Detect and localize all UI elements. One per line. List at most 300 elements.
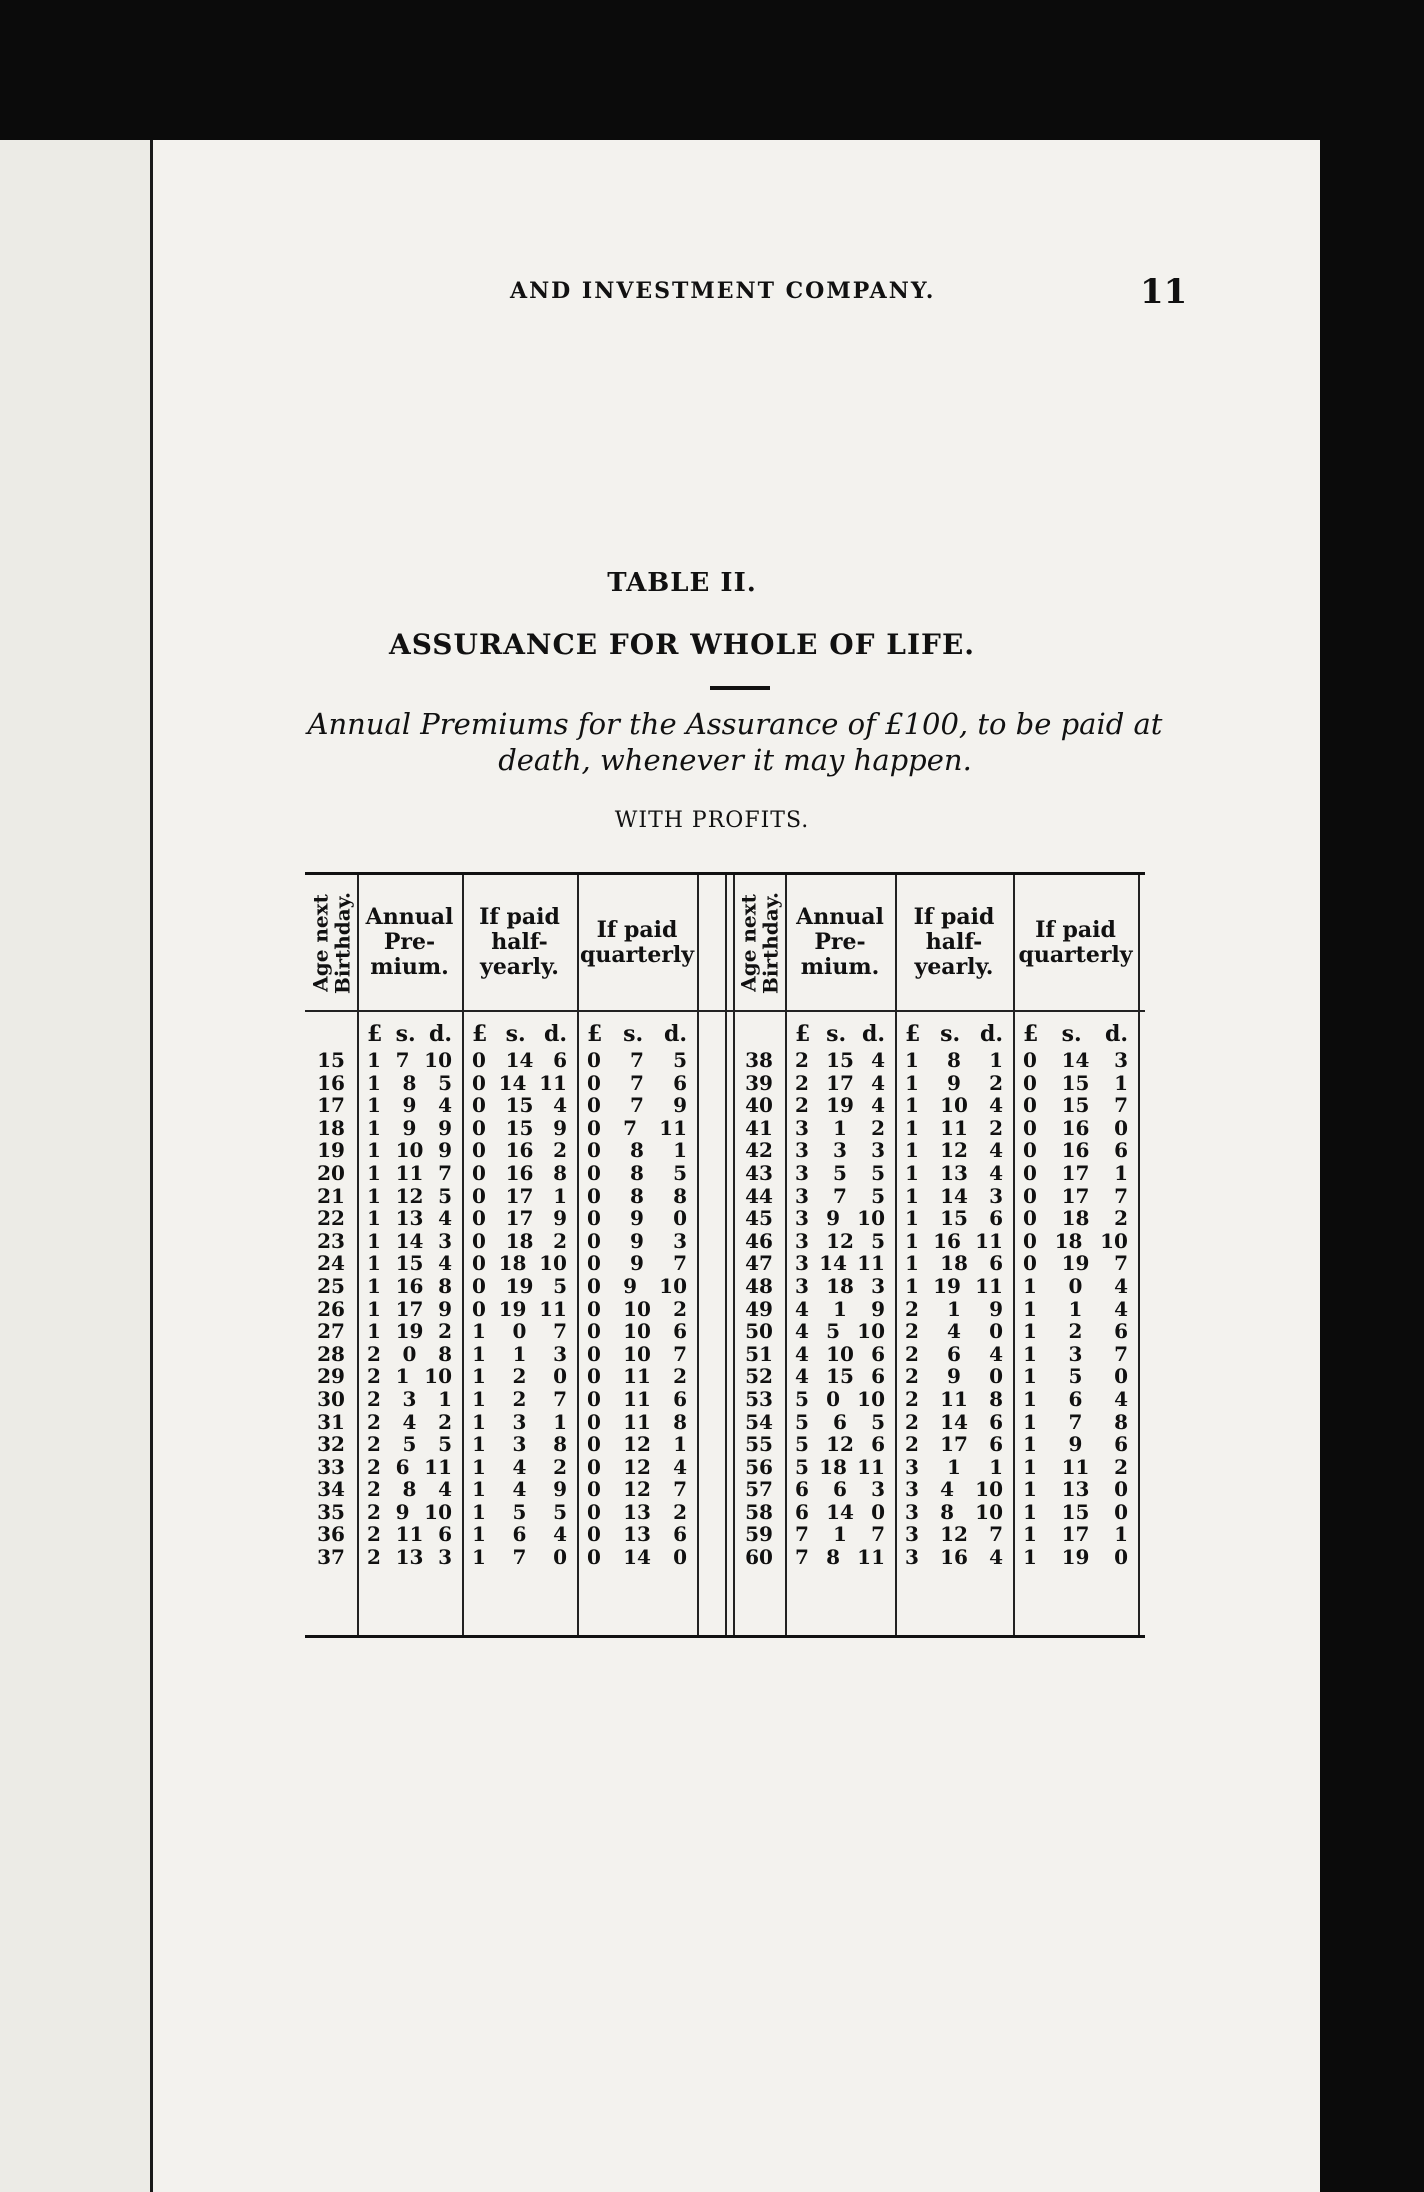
amount-part: 0 — [587, 1409, 601, 1434]
amount-part: 6 — [795, 1477, 809, 1502]
amount-part: 3 — [512, 1409, 527, 1434]
amount-cell — [1023, 1365, 1128, 1388]
amount-cell — [472, 1365, 567, 1388]
header-quarter — [1013, 875, 1138, 1010]
amount-part: 5 — [795, 1386, 809, 1411]
age-cell: 18 — [317, 1115, 345, 1140]
amount-cell — [905, 1411, 1003, 1434]
table-row — [305, 1162, 1145, 1185]
amount-part: 3 — [871, 1273, 885, 1298]
amount-part: 0 — [1023, 1048, 1037, 1072]
amount-part: 3 — [438, 1228, 452, 1253]
header-line: If paid — [913, 904, 995, 930]
units-label — [1023, 1021, 1128, 1047]
amount-part: 12 — [395, 1183, 424, 1208]
age-cell: 42 — [745, 1138, 773, 1163]
unit-0: £ — [795, 1021, 811, 1047]
amount-part: 5 — [553, 1499, 567, 1524]
amount-cell — [472, 1207, 567, 1230]
amount-part: 2 — [795, 1070, 809, 1095]
amount-part: 2 — [367, 1499, 381, 1524]
amount-part: 1 — [905, 1160, 919, 1185]
age-cell: 48 — [745, 1273, 773, 1298]
amount-part: 1 — [1023, 1545, 1037, 1570]
amount-part: 10 — [424, 1499, 452, 1524]
amount-cell — [1023, 1546, 1128, 1569]
amount-part: 0 — [587, 1319, 601, 1344]
amount-part: 0 — [673, 1206, 687, 1231]
heading-rule — [710, 686, 770, 690]
amount-part: 5 — [795, 1432, 809, 1457]
amount-part: 14 — [505, 1048, 534, 1072]
amount-part: 7 — [553, 1386, 567, 1411]
amount-part: 0 — [587, 1454, 601, 1479]
amount-part: 0 — [587, 1160, 601, 1185]
amount-part: 2 — [438, 1409, 452, 1434]
amount-part: 4 — [553, 1093, 567, 1118]
amount-part: 9 — [623, 1273, 637, 1298]
amount-part: 7 — [795, 1545, 809, 1570]
amount-part: 9 — [438, 1115, 452, 1140]
amount-part: 1 — [472, 1545, 486, 1570]
amount-part: 0 — [587, 1386, 601, 1411]
amount-part: 0 — [587, 1545, 601, 1570]
amount-part: 1 — [1023, 1409, 1037, 1434]
amount-cell — [795, 1117, 885, 1140]
age-cell: 33 — [317, 1454, 345, 1479]
amount-part: 17 — [395, 1296, 424, 1321]
amount-part: 1 — [1023, 1296, 1037, 1321]
amount-cell — [1023, 1523, 1128, 1546]
amount-cell — [472, 1117, 567, 1140]
header-annual — [357, 875, 462, 1010]
amount-part: 4 — [438, 1093, 452, 1118]
amount-part: 19 — [1061, 1251, 1090, 1276]
amount-part: 19 — [1061, 1545, 1090, 1570]
amount-part: 1 — [553, 1409, 567, 1434]
age-cell: 51 — [745, 1341, 773, 1366]
table-row — [305, 1230, 1145, 1253]
amount-part: 2 — [871, 1115, 885, 1140]
header-line: Age next — [308, 893, 332, 992]
amount-part: 1 — [1023, 1432, 1037, 1457]
table-row — [305, 1185, 1145, 1208]
amount-part: 0 — [472, 1093, 486, 1118]
amount-part: 4 — [1114, 1386, 1128, 1411]
amount-part: 7 — [512, 1545, 527, 1570]
age-cell: 37 — [317, 1545, 345, 1570]
amount-part: 10 — [857, 1319, 885, 1344]
amount-part: 5 — [673, 1160, 687, 1185]
amount-part: 2 — [673, 1296, 687, 1321]
header-line: half- — [491, 929, 548, 955]
amount-part: 1 — [367, 1251, 381, 1276]
amount-part: 1 — [472, 1432, 486, 1457]
amount-part: 1 — [1023, 1477, 1037, 1502]
amount-part: 7 — [1114, 1251, 1128, 1276]
unit-2: d. — [861, 1021, 885, 1047]
amount-cell — [472, 1546, 567, 1569]
amount-part: 7 — [989, 1522, 1003, 1547]
amount-part: 4 — [438, 1251, 452, 1276]
amount-part: 12 — [940, 1522, 968, 1547]
amount-part: 0 — [587, 1364, 601, 1389]
amount-cell — [1023, 1117, 1128, 1140]
amount-cell — [587, 1139, 687, 1162]
amount-part: 5 — [438, 1070, 452, 1095]
amount-cell — [795, 1252, 885, 1275]
amount-part: 1 — [1023, 1499, 1037, 1524]
amount-cell — [367, 1252, 452, 1275]
amount-part: 2 — [367, 1454, 381, 1479]
amount-cell — [587, 1523, 687, 1546]
amount-cell — [795, 1094, 885, 1117]
amount-part: 1 — [905, 1251, 919, 1276]
amount-cell — [795, 1478, 885, 1501]
header-line: quarterly — [579, 941, 695, 968]
amount-part: 12 — [826, 1432, 854, 1457]
amount-part: 9 — [630, 1251, 644, 1276]
header-age-text — [309, 891, 353, 993]
unit-1: s. — [395, 1021, 416, 1047]
amount-part: 3 — [1114, 1048, 1128, 1072]
amount-part: 9 — [402, 1115, 417, 1140]
amount-cell — [587, 1411, 687, 1434]
amount-cell — [795, 1207, 885, 1230]
amount-cell — [1023, 1478, 1128, 1501]
amount-part: 15 — [1061, 1070, 1090, 1095]
amount-cell — [905, 1365, 1003, 1388]
amount-part: 14 — [498, 1070, 527, 1095]
amount-part: 2 — [553, 1138, 567, 1163]
amount-cell — [795, 1072, 885, 1095]
amount-cell — [795, 1433, 885, 1456]
amount-part: 0 — [587, 1477, 601, 1502]
running-head: AND INVESTMENT COMPANY. — [510, 278, 936, 304]
amount-part: 4 — [795, 1319, 809, 1344]
amount-cell — [905, 1185, 1003, 1208]
amount-part: 4 — [989, 1093, 1003, 1118]
amount-part: 17 — [940, 1432, 968, 1457]
header-half — [462, 875, 577, 1010]
amount-part: 11 — [857, 1454, 885, 1479]
header-line: If paid — [479, 904, 560, 930]
amount-part: 4 — [871, 1093, 885, 1118]
header-line: Annual — [365, 904, 454, 930]
header-half-text — [479, 905, 560, 980]
header-line: yearly. — [480, 954, 559, 980]
amount-part: 14 — [940, 1409, 968, 1434]
units-label — [472, 1021, 567, 1047]
age-cell: 55 — [745, 1432, 773, 1457]
amount-part: 4 — [989, 1160, 1003, 1185]
amount-part: 0 — [826, 1386, 840, 1411]
amount-cell — [1023, 1320, 1128, 1343]
amount-part: 5 — [826, 1319, 840, 1344]
amount-part: 7 — [673, 1251, 687, 1276]
amount-part: 1 — [833, 1115, 847, 1140]
amount-part: 0 — [587, 1228, 601, 1253]
table-row — [305, 1343, 1145, 1366]
amount-part: 1 — [367, 1319, 381, 1344]
age-cell: 49 — [745, 1296, 773, 1321]
amount-part: 0 — [472, 1273, 486, 1298]
amount-part: 1 — [367, 1093, 381, 1118]
amount-part: 8 — [673, 1409, 687, 1434]
amount-part: 4 — [438, 1477, 452, 1502]
amount-part: 10 — [539, 1251, 567, 1276]
amount-part: 10 — [826, 1341, 854, 1366]
amount-part: 1 — [905, 1183, 919, 1208]
header-line: Annual — [796, 904, 884, 930]
amount-cell — [905, 1072, 1003, 1095]
amount-part: 17 — [505, 1206, 534, 1231]
amount-cell — [795, 1139, 885, 1162]
amount-part: 3 — [871, 1477, 885, 1502]
amount-part: 3 — [795, 1206, 809, 1231]
amount-cell — [795, 1185, 885, 1208]
amount-part: 18 — [505, 1228, 534, 1253]
amount-part: 8 — [630, 1138, 644, 1163]
amount-part: 9 — [395, 1499, 410, 1524]
amount-part: 0 — [472, 1138, 486, 1163]
amount-cell — [367, 1411, 452, 1434]
amount-part: 2 — [367, 1386, 381, 1411]
amount-part: 6 — [871, 1364, 885, 1389]
amount-part: 5 — [1068, 1364, 1083, 1389]
amount-part: 8 — [630, 1183, 644, 1208]
amount-cell — [587, 1365, 687, 1388]
amount-part: 6 — [553, 1048, 567, 1072]
amount-part: 9 — [553, 1206, 567, 1231]
amount-part: 0 — [1023, 1070, 1037, 1095]
age-cell: 41 — [745, 1115, 773, 1140]
age-cell: 58 — [745, 1499, 773, 1524]
age-cell: 26 — [317, 1296, 345, 1321]
amount-part: 12 — [940, 1138, 968, 1163]
amount-part: 11 — [940, 1386, 968, 1411]
amount-part: 1 — [1023, 1364, 1037, 1389]
amount-cell — [367, 1049, 452, 1072]
amount-cell — [367, 1207, 452, 1230]
amount-part: 0 — [472, 1183, 486, 1208]
amount-part: 8 — [553, 1432, 567, 1457]
amount-cell — [795, 1501, 885, 1524]
amount-cell — [905, 1343, 1003, 1366]
amount-part: 0 — [1023, 1183, 1037, 1208]
age-cell: 31 — [317, 1409, 345, 1434]
unit-2: d. — [543, 1021, 567, 1047]
amount-part: 5 — [795, 1409, 809, 1434]
amount-cell — [905, 1139, 1003, 1162]
amount-part: 4 — [402, 1409, 417, 1434]
amount-part: 0 — [587, 1183, 601, 1208]
header-half-text — [914, 905, 995, 980]
amount-part: 2 — [905, 1409, 919, 1434]
header-annual-text — [366, 905, 454, 980]
amount-part: 12 — [826, 1228, 854, 1253]
amount-part: 9 — [826, 1206, 840, 1231]
premium-table — [305, 872, 1145, 1638]
amount-part: 1 — [905, 1093, 919, 1118]
amount-part: 17 — [1061, 1522, 1090, 1547]
amount-cell — [1023, 1252, 1128, 1275]
amount-cell — [587, 1230, 687, 1253]
header-annual-text — [796, 905, 884, 980]
header-line: If paid — [596, 916, 678, 943]
amount-part: 6 — [989, 1251, 1003, 1276]
amount-part: 10 — [940, 1093, 968, 1118]
header-line: quarterly — [1018, 941, 1133, 968]
amount-part: 1 — [395, 1364, 410, 1389]
amount-part: 3 — [905, 1545, 919, 1570]
amount-part: 10 — [975, 1477, 1003, 1502]
amount-cell — [472, 1162, 567, 1185]
amount-part: 1 — [1023, 1273, 1037, 1298]
age-cell: 59 — [745, 1522, 773, 1547]
amount-part: 19 — [395, 1319, 424, 1344]
table-row — [305, 1117, 1145, 1140]
amount-cell — [587, 1456, 687, 1479]
age-cell: 40 — [745, 1093, 773, 1118]
amount-part: 0 — [989, 1319, 1003, 1344]
amount-part: 0 — [1114, 1115, 1128, 1140]
amount-part: 3 — [905, 1499, 919, 1524]
amount-part: 1 — [833, 1296, 847, 1321]
amount-cell — [905, 1320, 1003, 1343]
amount-cell — [472, 1433, 567, 1456]
amount-cell — [472, 1252, 567, 1275]
amount-part: 1 — [367, 1160, 381, 1185]
amount-part: 1 — [472, 1522, 486, 1547]
amount-part: 2 — [905, 1341, 919, 1366]
unit-0: £ — [472, 1021, 488, 1047]
amount-part: 1 — [905, 1048, 919, 1072]
amount-part: 15 — [940, 1206, 968, 1231]
amount-part: 3 — [795, 1273, 809, 1298]
amount-part: 18 — [826, 1273, 854, 1298]
amount-part: 16 — [395, 1273, 424, 1298]
amount-part: 0 — [587, 1341, 601, 1366]
amount-part: 2 — [1068, 1319, 1083, 1344]
amount-cell — [587, 1049, 687, 1072]
amount-part: 2 — [905, 1319, 919, 1344]
amount-part: 5 — [795, 1454, 809, 1479]
amount-part: 1 — [1023, 1341, 1037, 1366]
amount-cell — [905, 1298, 1003, 1321]
amount-part: 13 — [623, 1499, 651, 1524]
amount-cell — [1023, 1094, 1128, 1117]
unit-2: d. — [979, 1021, 1003, 1047]
amount-part: 1 — [989, 1454, 1003, 1479]
amount-cell — [367, 1298, 452, 1321]
amount-part: 8 — [673, 1183, 687, 1208]
amount-part: 0 — [1023, 1251, 1037, 1276]
amount-cell — [795, 1456, 885, 1479]
amount-part: 1 — [947, 1454, 961, 1479]
amount-part: 3 — [795, 1251, 809, 1276]
amount-cell — [905, 1523, 1003, 1546]
amount-part: 0 — [472, 1228, 486, 1253]
amount-part: 11 — [1061, 1454, 1090, 1479]
amount-cell — [367, 1094, 452, 1117]
amount-cell — [367, 1320, 452, 1343]
amount-part: 2 — [1114, 1454, 1128, 1479]
header-line: half- — [925, 929, 983, 955]
units-label — [795, 1021, 885, 1047]
amount-cell — [795, 1049, 885, 1072]
amount-part: 1 — [673, 1432, 687, 1457]
amount-part: 4 — [940, 1477, 954, 1502]
table-row — [305, 1501, 1145, 1524]
amount-cell — [905, 1433, 1003, 1456]
amount-cell — [905, 1230, 1003, 1253]
amount-part: 4 — [871, 1048, 885, 1072]
table-row — [305, 1207, 1145, 1230]
amount-part: 11 — [857, 1545, 885, 1570]
amount-part: 12 — [623, 1454, 651, 1479]
amount-cell — [367, 1456, 452, 1479]
age-cell: 35 — [317, 1499, 345, 1524]
amount-part: 4 — [673, 1454, 687, 1479]
amount-part: 3 — [905, 1522, 919, 1547]
amount-cell — [472, 1343, 567, 1366]
amount-part: 13 — [623, 1522, 651, 1547]
amount-part: 7 — [1114, 1093, 1128, 1118]
units-label — [905, 1021, 1003, 1047]
amount-part: 1 — [1114, 1160, 1128, 1185]
amount-part: 5 — [871, 1183, 885, 1208]
amount-cell — [367, 1162, 452, 1185]
amount-part: 5 — [553, 1273, 567, 1298]
amount-part: 0 — [587, 1048, 601, 1072]
age-cell: 46 — [745, 1228, 773, 1253]
amount-part: 9 — [947, 1070, 961, 1095]
amount-cell — [367, 1388, 452, 1411]
amount-cell — [472, 1230, 567, 1253]
age-cell: 53 — [745, 1386, 773, 1411]
age-cell: 56 — [745, 1454, 773, 1479]
amount-part: 3 — [553, 1341, 567, 1366]
amount-part: 6 — [1114, 1432, 1128, 1457]
amount-part: 0 — [587, 1273, 601, 1298]
amount-cell — [795, 1298, 885, 1321]
amount-part: 15 — [505, 1093, 534, 1118]
amount-part: 1 — [905, 1228, 919, 1253]
amount-part: 8 — [553, 1160, 567, 1185]
amount-part: 8 — [1114, 1409, 1128, 1434]
age-cell: 20 — [317, 1160, 345, 1185]
amount-cell — [905, 1049, 1003, 1072]
table-number: TABLE II. — [607, 568, 757, 598]
amount-cell — [1023, 1433, 1128, 1456]
amount-part: 0 — [587, 1138, 601, 1163]
amount-part: 14 — [1061, 1048, 1090, 1072]
amount-cell — [587, 1275, 687, 1298]
amount-part: 2 — [438, 1319, 452, 1344]
amount-part: 1 — [367, 1070, 381, 1095]
units-label — [587, 1021, 687, 1047]
amount-part: 6 — [1114, 1138, 1128, 1163]
amount-part: 12 — [623, 1477, 651, 1502]
amount-cell — [587, 1162, 687, 1185]
amount-cell — [367, 1230, 452, 1253]
amount-part: 4 — [1114, 1273, 1128, 1298]
amount-cell — [795, 1411, 885, 1434]
amount-cell — [367, 1433, 452, 1456]
amount-part: 1 — [1023, 1522, 1037, 1547]
amount-part: 2 — [905, 1432, 919, 1457]
